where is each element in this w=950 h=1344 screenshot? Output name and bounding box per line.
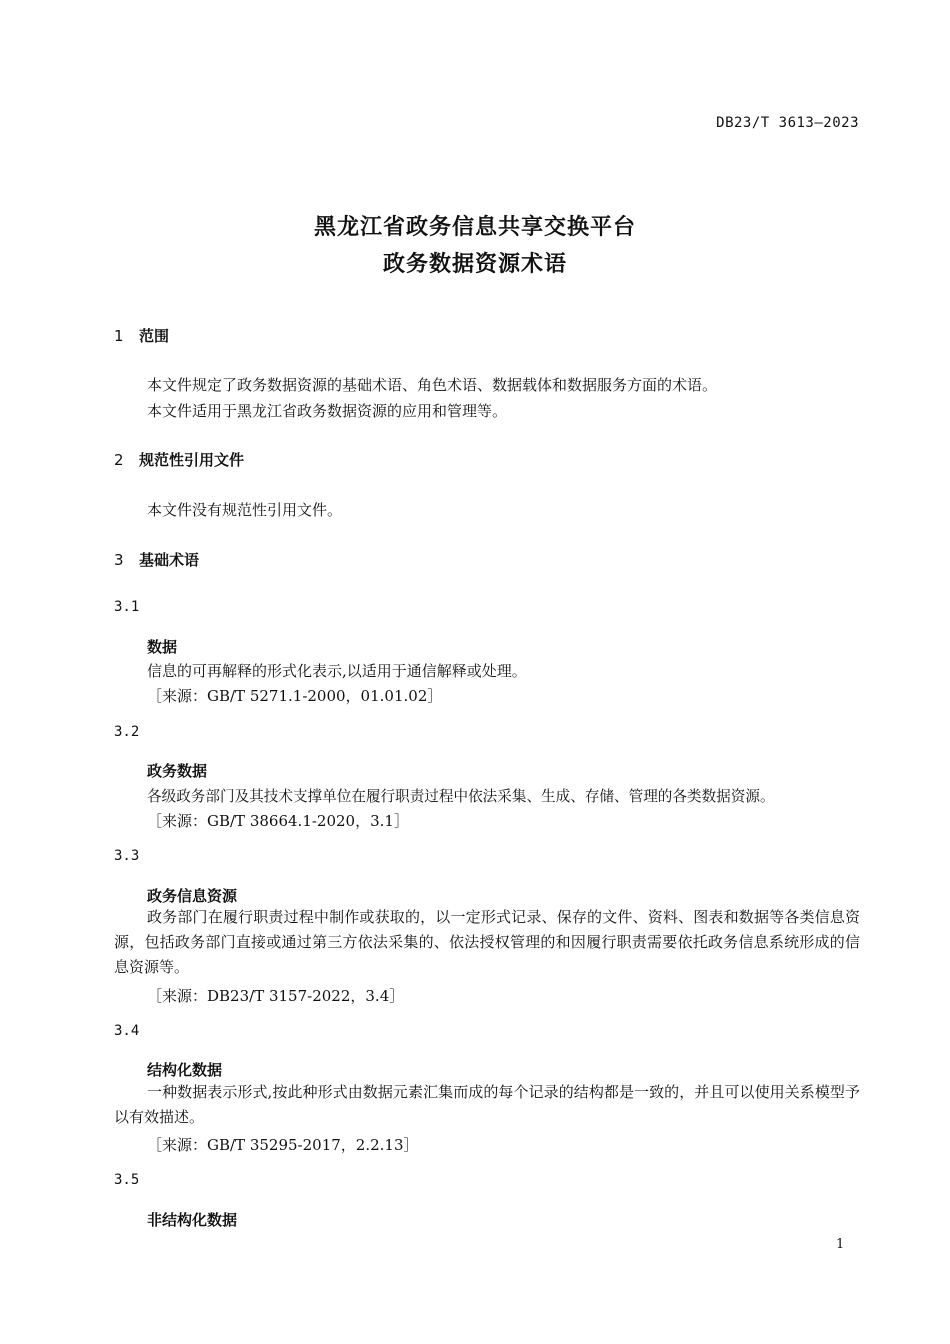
section-title: 基础术语 — [139, 551, 200, 569]
term-number: 3.1 — [114, 599, 140, 615]
term-source: ［来源：DB23/T 3157-2022，3.4］ — [147, 987, 405, 1005]
document-title-line1: 黑龙江省政务信息共享交换平台 — [313, 215, 636, 240]
term-number: 3.2 — [114, 724, 140, 740]
paragraph: 本文件规定了政务数据资源的基础术语、角色术语、数据载体和数据服务方面的术语。 — [147, 376, 718, 394]
page-number: 1 — [836, 1237, 845, 1252]
term-definition: 一种数据表示形式,按此种形式由数据元素汇集而成的每个记录的结构都是一致的，并且可以使用关系模型予以有效描述。 — [114, 1083, 860, 1126]
term-name: 数据 — [147, 638, 178, 656]
term-source: ［来源：GB/T 38664.1-2020，3.1］ — [147, 812, 409, 830]
term-number: 3.5 — [114, 1172, 140, 1188]
section-heading-basic-terms — [114, 549, 199, 570]
section-number: 2 — [114, 451, 124, 469]
term-name: 结构化数据 — [147, 1061, 223, 1079]
term-definition: 信息的可再解释的形式化表示,以适用于通信解释或处理。 — [147, 662, 527, 680]
section-number: 1 — [114, 327, 124, 345]
term-name: 政务信息资源 — [147, 887, 238, 905]
standard-code: DB23/T 3613—2023 — [716, 115, 859, 131]
section-number: 3 — [114, 551, 124, 569]
term-source: ［来源：GB/T 5271.1-2000，01.01.02］ — [147, 687, 443, 705]
term-definition: 各级政务部门及其技术支撑单位在履行职责过程中依法采集、生成、存储、管理的各类数据资源。 — [147, 788, 775, 805]
term-name: 政务数据 — [147, 762, 208, 780]
term-name: 非结构化数据 — [147, 1211, 238, 1229]
section-heading-normative-references — [114, 449, 244, 470]
document-title-line2: 政务数据资源术语 — [382, 252, 567, 277]
term-definition: 政务部门在履行职责过程中制作或获取的，以一定形式记录、保存的文件、资料、图表和数据等各类信息资源，包括政务部门直接或通过第三方依法采集的、依法授权管理的和因履行职责需要依托政务信息系统形成的信息资源等。 — [114, 908, 860, 976]
term-source: ［来源：GB/T 35295-2017，2.2.13］ — [147, 1136, 419, 1154]
paragraph: 本文件没有规范性引用文件。 — [147, 501, 343, 519]
paragraph: 本文件适用于黑龙江省政务数据资源的应用和管理等。 — [147, 402, 508, 420]
section-heading-scope — [114, 325, 169, 346]
term-number: 3.3 — [114, 848, 140, 864]
section-title: 规范性引用文件 — [139, 451, 245, 469]
term-number: 3.4 — [114, 1023, 140, 1039]
section-title: 范围 — [139, 327, 170, 345]
